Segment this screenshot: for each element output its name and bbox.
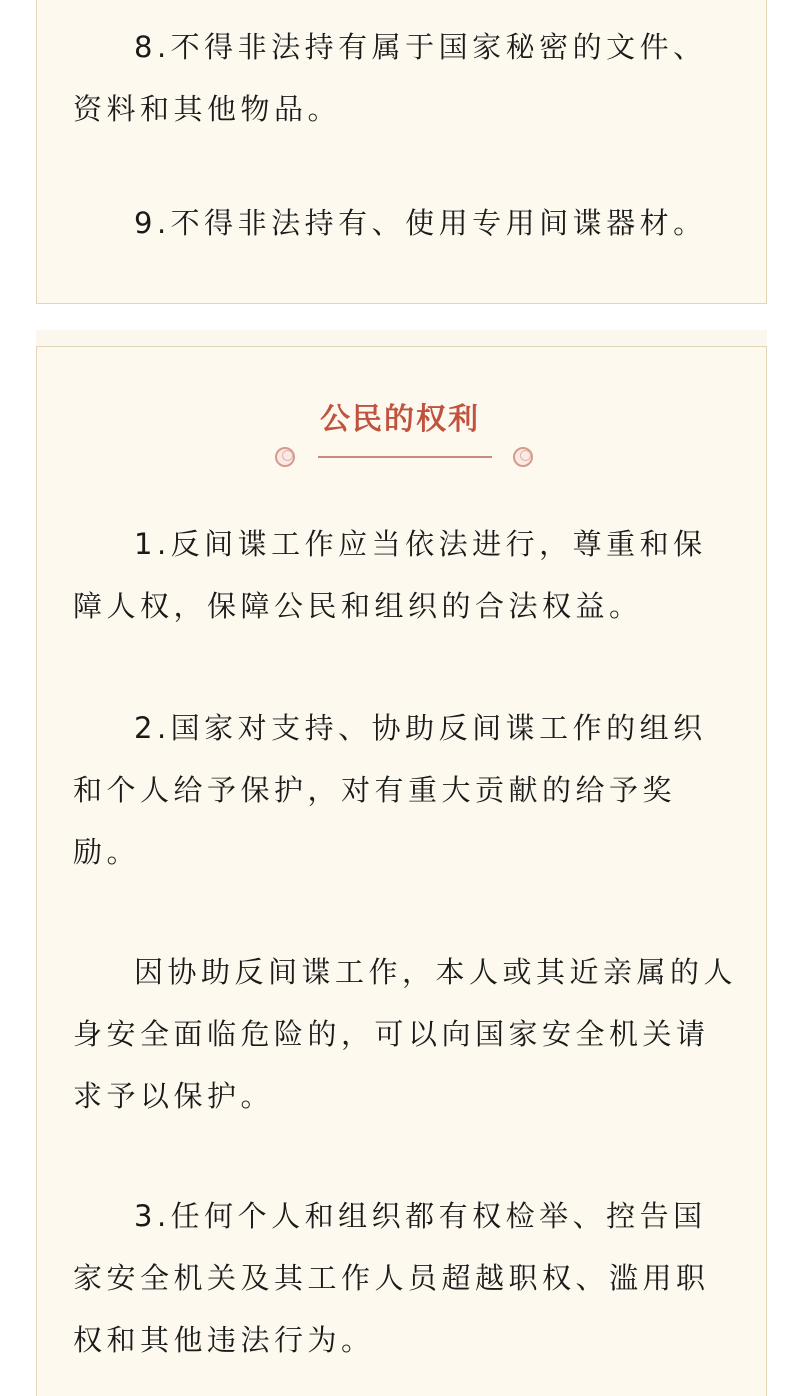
obligation-item-9: 9.不得非法持有、使用专用间谍器材。 [134, 206, 707, 240]
left-ring-ornament-icon [275, 447, 295, 467]
right-ring-ornament-icon [513, 447, 533, 467]
rights-paragraph-2-protection: 因协助反间谍工作，本人或其近亲属的人身安全面临危险的，可以向国家安全机关请求予以保护。 [73, 955, 738, 1113]
rights-paragraph-3: 3.任何个人和组织都有权检举、控告国家安全机关及其工作人员超越职权、滥用职权和其他违法行为。 [73, 1199, 710, 1357]
obligation-item-8: 8.不得非法持有属于国家秘密的文件、资料和其他物品。 [73, 30, 707, 126]
rights-paragraph-1: 1.反间谍工作应当依法进行，尊重和保障人权，保障公民和组织的合法权益。 [73, 527, 707, 623]
rights-paragraph-2: 2.国家对支持、协助反间谍工作的组织和个人给予保护，对有重大贡献的给予奖励。 [73, 711, 707, 869]
section-title: 公民的权利 [320, 402, 480, 437]
title-divider [318, 456, 492, 458]
